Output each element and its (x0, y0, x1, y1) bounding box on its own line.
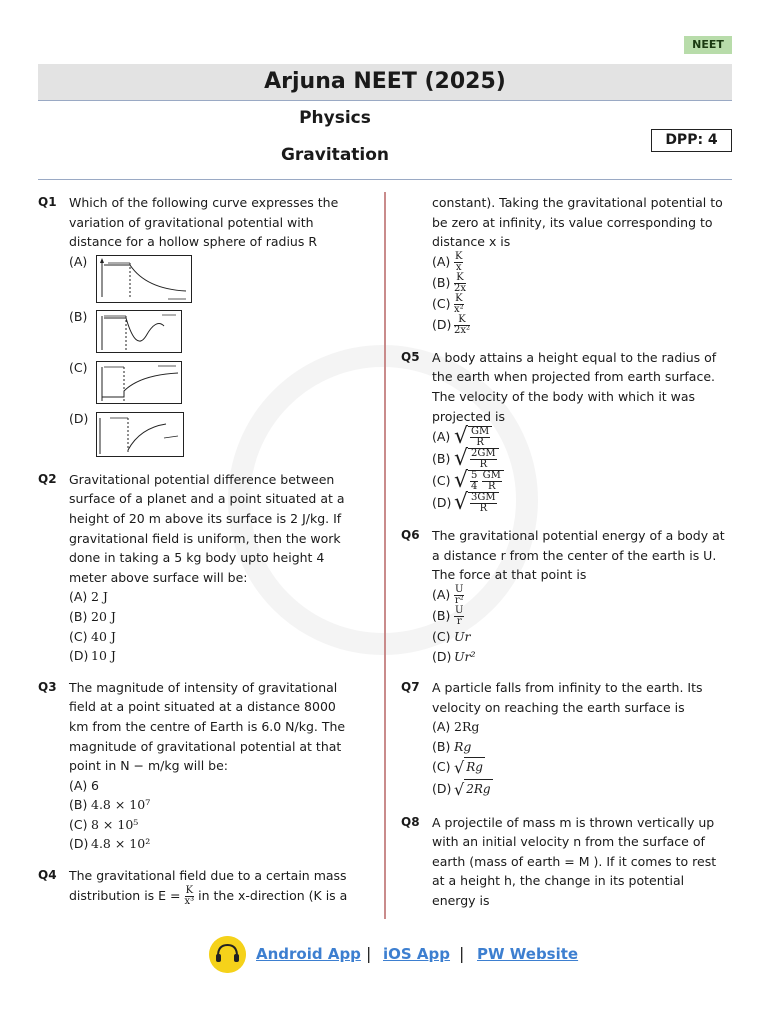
graph-c (96, 361, 186, 405)
question-number: Q7 (401, 680, 420, 695)
footer-separator: | (366, 944, 372, 963)
option-d: (D) 10 J (69, 648, 116, 664)
ios-app-link[interactable]: iOS App (383, 945, 451, 963)
option-d: (D) Ur² (432, 648, 476, 664)
option-d (69, 409, 353, 458)
option-c: (C) $\frac{K}{\text{x²}}$ (432, 292, 464, 315)
option-b: (B) $\frac{K}{2x}$ (432, 271, 467, 294)
option-c: (C) 40 J (69, 628, 116, 644)
graph-b (96, 310, 186, 354)
question-2 (38, 470, 353, 666)
question-text: Which of the following curve expresses the variation of gravitational potential with distance for a hollow sphere of radius R (69, 195, 339, 250)
option-c: (C) √ Rg (432, 757, 483, 777)
option-label: (A) (69, 253, 88, 269)
question-text: The gravitational potential energy of a body at a distance r from the center of the earth is U. The force at that point is (432, 528, 725, 583)
question-text: constant). Taking the gravitational potential to be zero at infinity, its value corresponding to distance x is (432, 195, 723, 250)
exam-tag: NEET (684, 36, 732, 54)
footer (0, 935, 768, 975)
android-app-link[interactable]: Android App (256, 945, 361, 963)
option-c: (C) √ $\frac{5}{4}$ $\frac{GM}{R}$ (432, 470, 731, 492)
headset-logo-icon (209, 936, 246, 973)
column-divider (384, 192, 386, 919)
question-text: A body attains a height equal to the radius of the earth when projected from earth surface. The velocity of the body with which it was projected is (432, 349, 717, 424)
option-b: (B) 20 J (69, 608, 116, 624)
graph-a (96, 255, 192, 303)
question-number: Q4 (38, 868, 57, 883)
question-number: Q5 (401, 349, 420, 364)
question-text: The magnitude of intensity of gravitational field at a point situated at a distance 8000 km from the centre of Earth is 6.0 N/kg. The magnitude of gravitational potential at that point in N − m/kg will be: (69, 679, 346, 774)
option-b: (B) √ $\frac{2GM}{R}$ (432, 448, 731, 470)
question-number: Q3 (38, 679, 57, 694)
question-1 (38, 193, 353, 458)
option-c (69, 358, 353, 405)
option-d: (D) $\frac{K}{\text{2x²}}$ (432, 313, 471, 336)
question-number: Q1 (38, 195, 57, 209)
dpp-badge: DPP: 4 (651, 129, 732, 152)
option-a: (A) √ $\frac{GM}{R}$ (432, 426, 731, 448)
question-number: Q6 (401, 528, 420, 543)
option-c: (C) 8 × 10⁵ (69, 816, 139, 832)
header-divider (38, 179, 732, 180)
question-number: Q8 (401, 814, 420, 829)
option-c: (C) Ur (432, 628, 471, 644)
option-label: (D) (69, 410, 89, 426)
option-a (69, 252, 353, 303)
graph-d (96, 412, 190, 458)
field-fraction: $\frac{K}{\text{x³}}$ (184, 884, 195, 907)
question-4-continued (401, 193, 731, 336)
question-7 (401, 678, 731, 800)
question-6 (401, 526, 731, 666)
option-a: (A) 2Rg (432, 719, 480, 735)
footer-separator: | (459, 944, 465, 963)
option-d: (D) 4.8 × 10² (69, 836, 151, 852)
option-b: (B) 4.8 × 10⁷ (69, 797, 151, 813)
option-a: (A) $\frac{U}{\text{r²}}$ (432, 583, 464, 606)
option-a: (A) 2 J (69, 589, 108, 605)
option-d: (D) √ $\frac{3GM}{R}$ (432, 492, 731, 514)
question-number: Q2 (38, 471, 57, 486)
question-8 (401, 813, 731, 911)
question-3 (38, 678, 353, 854)
question-text: Gravitational potential difference between surface of a planet and a point situated at a height of 20 m above its surface is 2 J/kg. If gravitational field is uniform, then the work done in taking a 5 kg body upto height 4 meter above surface will be: (69, 471, 345, 585)
subject-heading: Physics (299, 108, 371, 128)
question-4 (38, 866, 353, 907)
pw-website-link[interactable]: PW Website (477, 945, 579, 963)
question-text: The gravitational field due to a certain mass distribution is E = $\frac{K}{\text{x³}}$ in the x-direction (K is a (69, 868, 348, 907)
left-column (38, 193, 353, 919)
page-title: Arjuna NEET (2025) (38, 64, 732, 101)
option-a: (A) $\frac{K}{x}$ (432, 250, 463, 273)
question-5 (401, 348, 731, 514)
topic-heading: Gravitation (280, 145, 390, 165)
option-label: (C) (69, 359, 88, 375)
option-a: (A) 6 (69, 777, 99, 793)
option-b: (B) $\frac{U}{r}$ (432, 604, 464, 627)
question-text: A projectile of mass m is thrown vertically up with an initial velocity n from the surface of earth (mass of earth = M ). If it comes to rest at a height h, the change in its potential energy is (432, 814, 717, 908)
option-b: (B) Rg (432, 738, 472, 754)
option-d: (D) √ 2Rg (432, 779, 491, 799)
question-text: A particle falls from infinity to the earth. Its velocity on reaching the earth surface is (432, 680, 703, 715)
option-b (69, 307, 353, 354)
option-label: (B) (69, 308, 88, 324)
right-column (401, 193, 731, 922)
